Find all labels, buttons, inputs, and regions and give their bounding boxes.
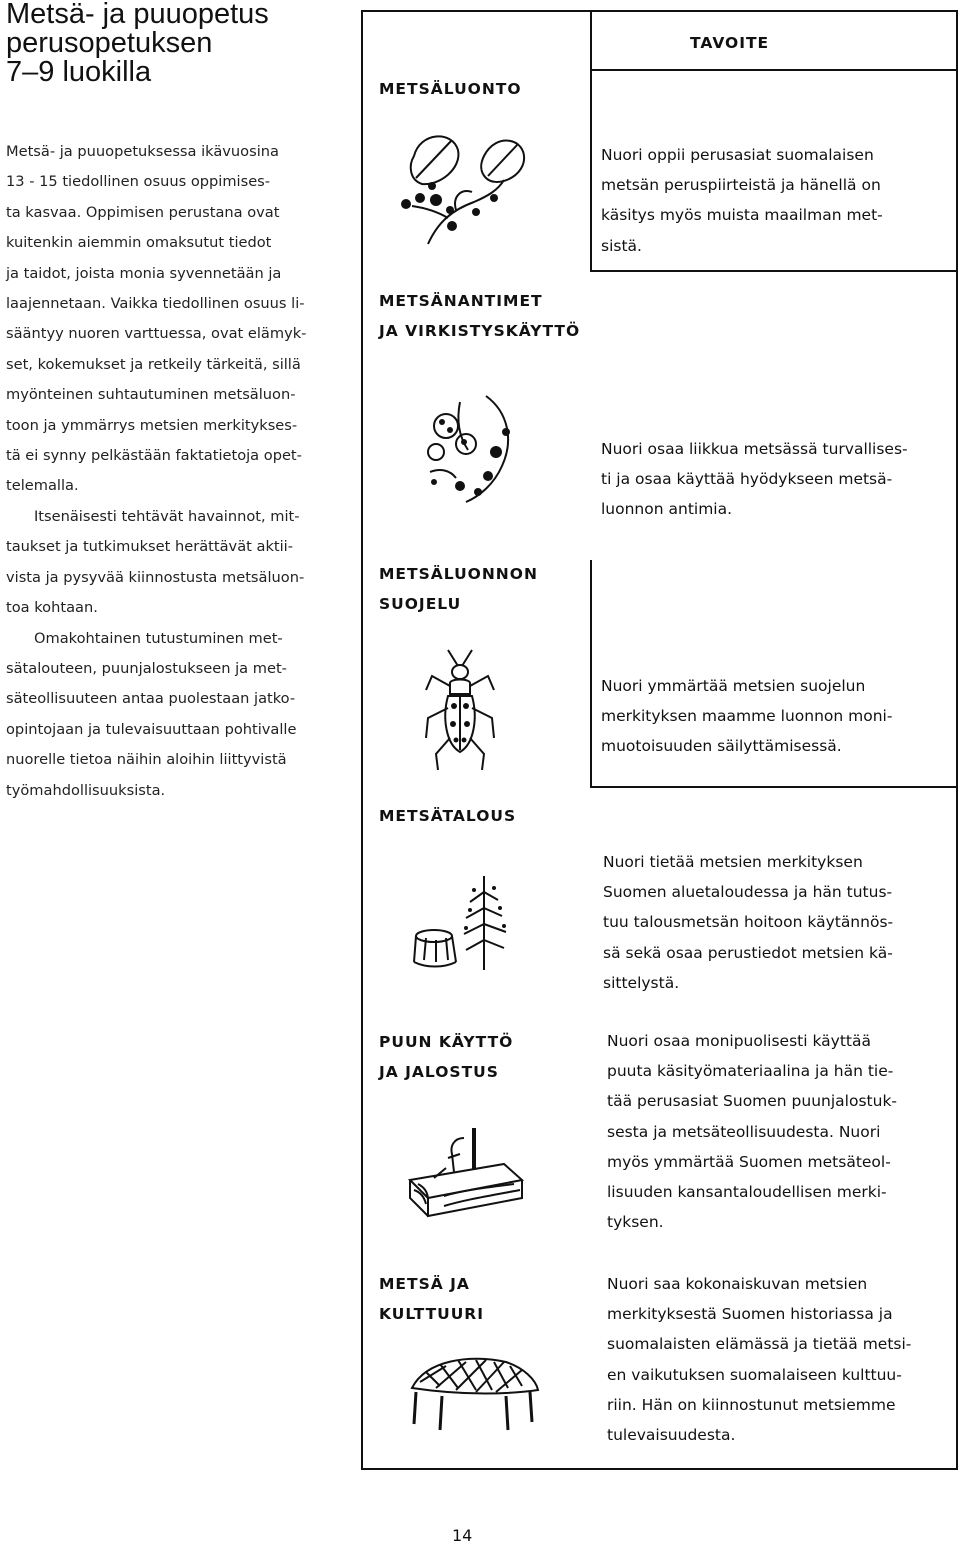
intro-line: Itsenäisesti tehtävät havainnot, mit- bbox=[34, 507, 300, 525]
goal-line: Nuori ymmärtää metsien suojelun bbox=[601, 677, 866, 695]
goal-line: metsän peruspiirteistä ja hänellä on bbox=[601, 176, 881, 195]
category-line: METSÄTALOUS bbox=[379, 807, 517, 825]
intro-line: sätalouteen, puunjalostukseen ja met- bbox=[6, 659, 287, 677]
intro-line: työmahdollisuuksista. bbox=[6, 781, 166, 799]
intro-line: ta kasvaa. Oppimisen perustana ovat bbox=[6, 203, 280, 221]
category-label bbox=[379, 1269, 484, 1329]
goal-line: suomalaisten elämässä ja tietää metsi- bbox=[607, 1335, 912, 1354]
intro-line: set, kokemukset ja retkeily tärkeitä, sillä bbox=[6, 355, 301, 373]
category-line: KULTTUURI bbox=[379, 1305, 485, 1323]
goal-line: sesta ja metsäteollisuudesta. Nuori bbox=[607, 1122, 881, 1141]
goal-line: merkityksen maamme luonnon moni- bbox=[601, 707, 893, 726]
category-label bbox=[379, 559, 538, 619]
page-title bbox=[6, 0, 356, 87]
title-line: Metsä- ja puuopetus bbox=[6, 0, 269, 30]
intro-paragraph bbox=[6, 502, 356, 624]
intro-line: Omakohtainen tutustuminen met- bbox=[34, 629, 283, 647]
intro-line: sääntyy nuoren varttuessa, ovat elämyk- bbox=[6, 325, 307, 343]
wood-block-icon bbox=[404, 1124, 524, 1220]
intro-line: nuorelle tietoa näihin aloihin liittyvistä bbox=[6, 751, 287, 769]
table-row-divider bbox=[590, 270, 958, 272]
goal-line: muotoisuuden säilyttämisessä. bbox=[601, 737, 842, 756]
goal-line: tyksen. bbox=[607, 1213, 664, 1232]
intro-line: 13 - 15 tiedollinen osuus oppimises- bbox=[6, 173, 271, 191]
goal-text bbox=[603, 847, 893, 998]
intro-paragraph bbox=[6, 137, 356, 502]
intro-line: toa kohtaan. bbox=[6, 599, 98, 617]
goal-line: ti ja osaa käyttää hyödykseen metsä- bbox=[601, 470, 893, 489]
goal-line: Nuori tietää metsien merkityksen bbox=[603, 853, 863, 871]
intro-line: laajennetaan. Vaikka tiedollinen osuus li- bbox=[6, 295, 305, 313]
category-line: METSÄLUONTO bbox=[379, 80, 522, 98]
title-line: 7–9 luokilla bbox=[6, 56, 152, 88]
intro-line: säteollisuuteen antaa puolestaan jatko- bbox=[6, 690, 296, 708]
intro-line: tä ei synny pelkästään faktatietoja opet- bbox=[6, 447, 302, 465]
goal-line: puuta käsityömateriaalina ja hän tie- bbox=[607, 1062, 894, 1081]
goal-text bbox=[601, 434, 908, 525]
goal-text bbox=[607, 1269, 911, 1450]
table-column-divider bbox=[590, 10, 592, 270]
category-label bbox=[379, 286, 580, 346]
stump-sapling-icon bbox=[404, 872, 534, 972]
category-line: METSÄ JA bbox=[379, 1275, 470, 1293]
goal-line: Nuori oppii perusasiat suomalaisen bbox=[601, 146, 874, 164]
table-border-top bbox=[361, 10, 958, 12]
table-column-divider bbox=[590, 560, 592, 788]
goal-line: lisuuden kansantaloudellisen merki- bbox=[607, 1183, 887, 1202]
goal-line: Nuori osaa monipuolisesti käyttää bbox=[607, 1032, 871, 1050]
goal-line: riin. Hän on kiinnostunut metsiemme bbox=[607, 1395, 896, 1414]
intro-paragraph bbox=[6, 624, 356, 806]
category-line: SUOJELU bbox=[379, 595, 462, 613]
intro-line: telemalla. bbox=[6, 477, 79, 495]
intro-line: toon ja ymmärrys metsien merkitykses- bbox=[6, 416, 298, 434]
goal-line: käsitys myös muista maailman met- bbox=[601, 206, 883, 225]
goal-line: luonnon antimia. bbox=[601, 500, 733, 519]
goal-line: tuu talousmetsän hoitoon käytännös- bbox=[603, 913, 894, 932]
goal-line: sä sekä osaa perustiedot metsien kä- bbox=[603, 943, 893, 962]
table-header-underline bbox=[590, 69, 958, 71]
goal-line: Nuori osaa liikkua metsässä turvallises- bbox=[601, 440, 908, 458]
category-label bbox=[379, 801, 516, 831]
page-number: 14 bbox=[452, 1526, 473, 1545]
goal-text bbox=[607, 1026, 897, 1237]
leaf-branch-icon bbox=[392, 126, 532, 248]
table-border-bottom bbox=[361, 1468, 958, 1470]
goal-line: merkityksestä Suomen historiassa ja bbox=[607, 1305, 893, 1324]
intro-line: opintojaan ja tulevaisuuttaan pohtivalle bbox=[6, 720, 297, 738]
berry-sprig-icon bbox=[416, 392, 526, 512]
goal-line: Suomen aluetaloudessa ja hän tutus- bbox=[603, 883, 893, 902]
beetle-icon bbox=[420, 646, 500, 774]
goal-line: en vaikutuksen suomalaiseen kulttuu- bbox=[607, 1365, 902, 1384]
goal-column-header: TAVOITE bbox=[690, 34, 770, 52]
birch-bark-basket-icon bbox=[406, 1352, 540, 1432]
intro-line: ja taidot, joista monia syvennetään ja bbox=[6, 264, 282, 282]
title-line: perusopetuksen bbox=[6, 27, 213, 59]
goal-text bbox=[601, 140, 883, 261]
category-line: METSÄLUONNON bbox=[379, 565, 538, 583]
intro-line: Metsä- ja puuopetuksessa ikävuosina bbox=[6, 143, 279, 160]
category-line: METSÄNANTIMET bbox=[379, 292, 543, 310]
goal-line: sittelystä. bbox=[603, 973, 680, 992]
goal-line: Nuori saa kokonaiskuvan metsien bbox=[607, 1275, 868, 1293]
category-line: JA JALOSTUS bbox=[379, 1063, 499, 1081]
intro-text bbox=[6, 137, 356, 806]
goal-line: myös ymmärtää Suomen metsäteol- bbox=[607, 1152, 891, 1171]
intro-line: vista ja pysyvää kiinnostusta metsäluon- bbox=[6, 568, 305, 586]
category-label bbox=[379, 1027, 513, 1087]
goal-line: sistä. bbox=[601, 236, 642, 255]
intro-line: taukset ja tutkimukset herättävät aktii- bbox=[6, 538, 293, 556]
goal-line: tää perusasiat Suomen puunjalostuk- bbox=[607, 1092, 898, 1111]
goal-text bbox=[601, 671, 892, 762]
intro-line: myönteinen suhtautuminen metsäluon- bbox=[6, 386, 296, 404]
table-row-divider bbox=[590, 786, 958, 788]
intro-line: kuitenkin aiemmin omaksutut tiedot bbox=[6, 234, 272, 252]
category-label bbox=[379, 74, 522, 104]
goal-line: tulevaisuudesta. bbox=[607, 1426, 736, 1445]
table-border-right bbox=[956, 10, 958, 1470]
table-border-left bbox=[361, 10, 363, 1470]
category-line: JA VIRKISTYSKÄYTTÖ bbox=[379, 322, 581, 340]
category-line: PUUN KÄYTTÖ bbox=[379, 1033, 514, 1051]
